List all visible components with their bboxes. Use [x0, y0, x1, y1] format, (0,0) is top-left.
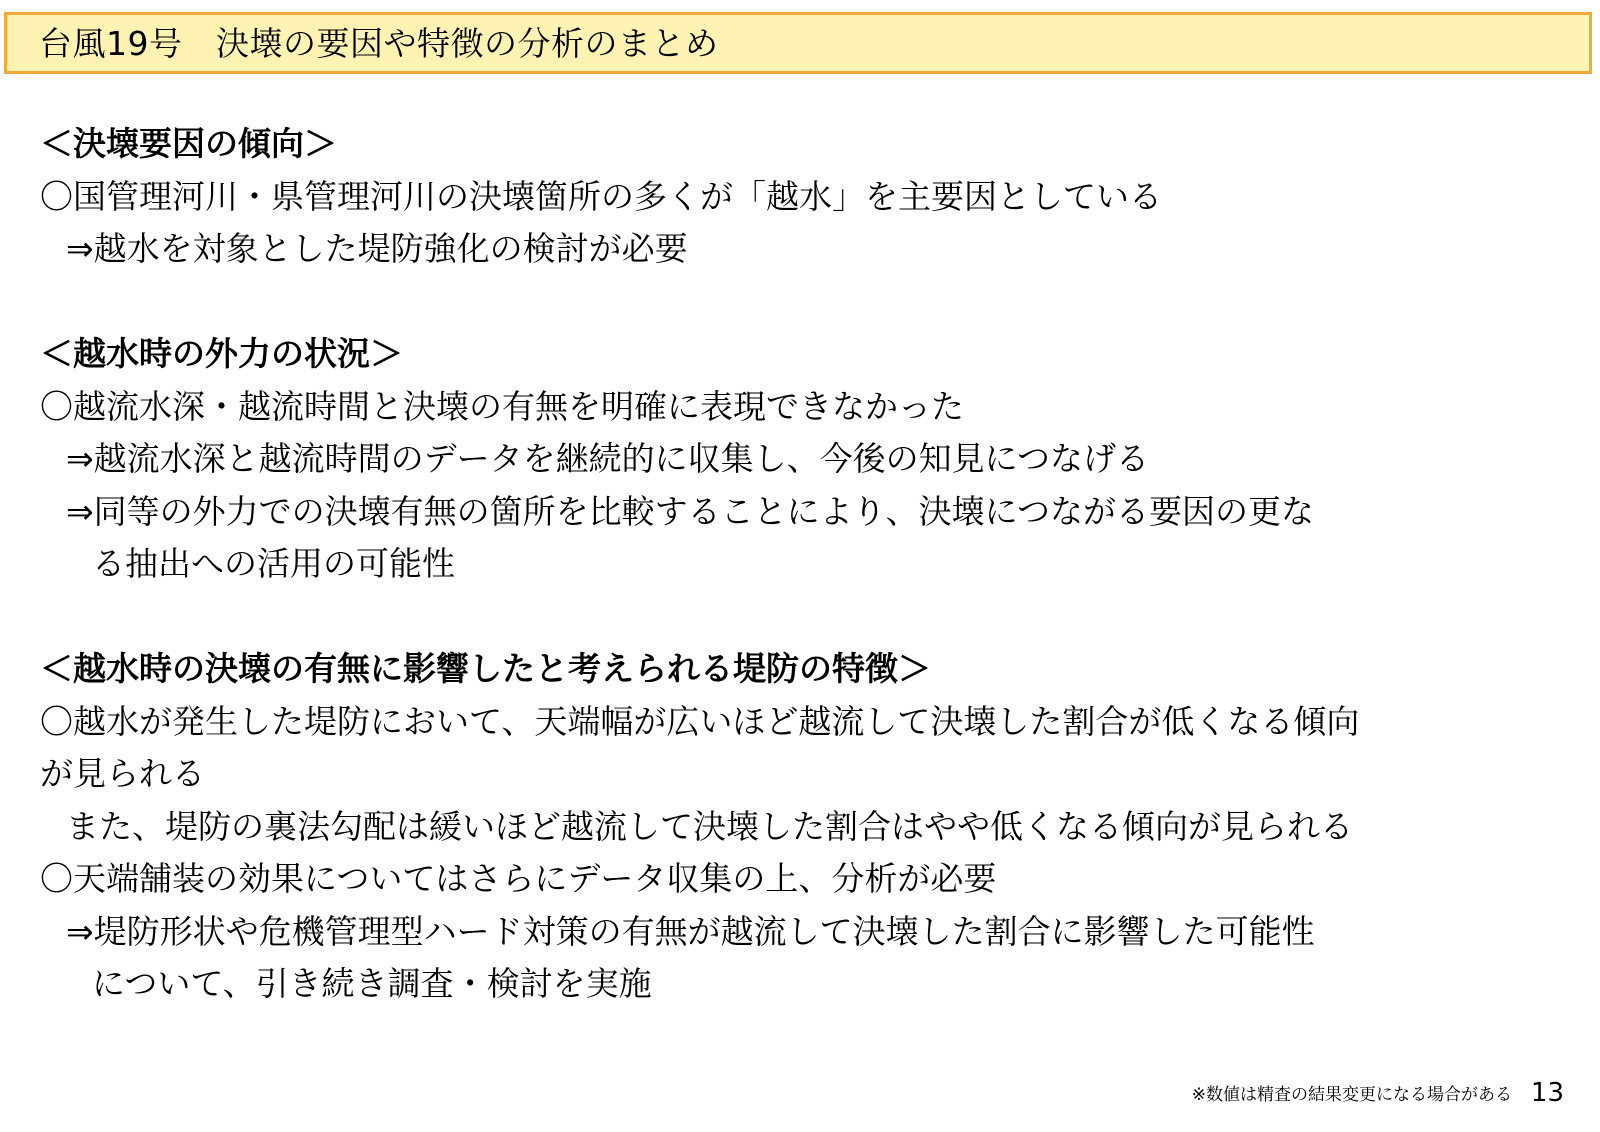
- section-spacer: [40, 276, 1580, 329]
- bullet-line: 〇越水が発生した堤防において、天端幅が広いほど越流して決壊した割合が低くなる傾向: [40, 701, 1360, 741]
- arrow-line: ⇒堤防形状や危機管理型ハード対策の有無が越流して決壊した割合に影響した可能性: [66, 911, 1315, 951]
- footnote: ※数値は精査の結果変更になる場合がある: [1191, 1085, 1512, 1105]
- continuation-line: る抽出への活用の可能性: [92, 544, 455, 583]
- arrow-line: ⇒越水を対象とした堤防強化の検討が必要: [66, 229, 688, 268]
- page-number: 13: [1530, 1078, 1564, 1108]
- bullet-line: 〇国管理河川・県管理河川の決壊箇所の多くが「越水」を主要因としている: [40, 176, 1162, 216]
- section-spacer: [40, 591, 1580, 644]
- section-heading: ＜越水時の決壊の有無に影響したと考えられる堤防の特徴＞: [40, 649, 931, 688]
- section-levee-features: [40, 643, 1580, 1011]
- continuation-line: について、引き続き調査・検討を実施: [92, 964, 652, 1003]
- section-failure-cause-trend: [40, 118, 1580, 276]
- section-heading: ＜決壊要因の傾向＞: [40, 124, 337, 163]
- bullet-line: 〇天端舗装の効果についてはさらにデータ収集の上、分析が必要: [40, 859, 997, 898]
- arrow-line: ⇒越流水深と越流時間のデータを継続的に収集し、今後の知見につなげる: [66, 439, 1149, 478]
- slide-title-bar: [4, 12, 1592, 74]
- slide-body: [40, 118, 1580, 1011]
- arrow-line: ⇒同等の外力での決壊有無の箇所を比較することにより、決壊につながる要因の更な: [66, 491, 1314, 531]
- section-external-force: [40, 328, 1580, 591]
- section-heading: ＜越水時の外力の状況＞: [40, 334, 403, 373]
- text-line: また、堤防の裏法勾配は緩いほど越流して決壊した割合はやや低くなる傾向が見られる: [66, 806, 1353, 846]
- continuation-line: が見られる: [40, 754, 205, 793]
- slide-title: 台風19号 決壊の要因や特徴の分析のまとめ: [39, 23, 719, 63]
- bullet-line: 〇越流水深・越流時間と決壊の有無を明確に表現できなかった: [40, 386, 964, 426]
